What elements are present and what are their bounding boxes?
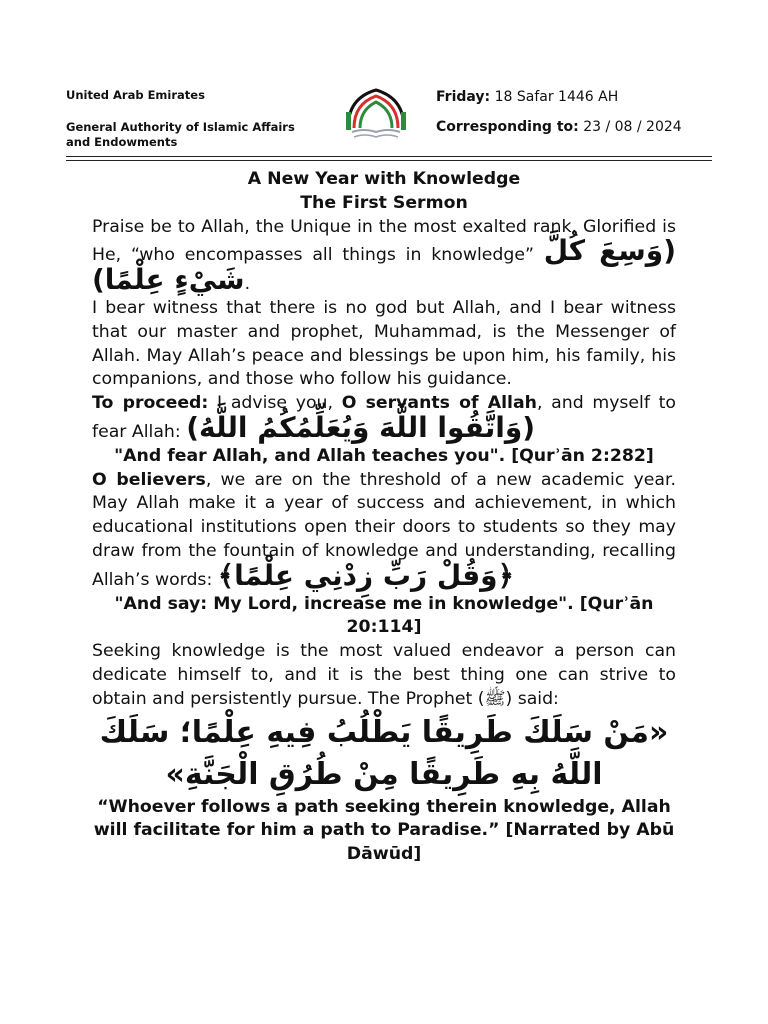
servants-of-allah: O servants of Allah (341, 393, 537, 414)
header-divider-bottom (66, 160, 712, 161)
advice-text-a: I advise you, (208, 393, 342, 414)
paragraph-advice (92, 392, 676, 445)
header-divider-top (66, 156, 712, 157)
hadith-translation: “Whoever follows a path seeking therein knowledge, Allah will facilitate for him a path to Paradise.” [Narrated by Abū Dāwūd] (93, 796, 675, 865)
hijri-date (436, 89, 618, 105)
paragraph-testimony: I bear witness that there is no god but Allah, and I bear witness that our master and prophet, Muhammad, is the Messenger of Allah. May Allah’s peace and blessings be upon him, his family, his companions, and those who follow his guidance. (92, 297, 676, 390)
sermon-title: A New Year with Knowledge (247, 169, 521, 189)
corresponding-label: Corresponding to: (436, 119, 579, 135)
corresponding-value: 23 / 08 / 2024 (583, 119, 682, 135)
paragraph-praise (92, 216, 676, 297)
day-label: Friday: (436, 89, 491, 105)
paragraph-believers (92, 469, 676, 593)
authority-name: General Authority of Islamic Affairs and Endowments (66, 120, 295, 149)
authority-logo (340, 84, 412, 142)
believers-label: O believers (92, 469, 206, 490)
quran-verse-2: (وَاتَّقُوا اللَّهَ وَيُعَلِّمُكُمُ اللَّهُ) (186, 410, 536, 444)
quran-verse-3: ﴿وَقُلْ رَبِّ زِدْنِي عِلْمًا﴾ (217, 558, 514, 592)
paragraph-praise-text: Praise be to Allah, the Unique in the most exalted rank. Glorified is He, “who encompasses all things in knowledge” (92, 216, 676, 266)
sermon-subtitle: The First Sermon (300, 192, 468, 213)
day-value: 18 Safar 1446 AH (494, 89, 619, 105)
advice-text-c: , and myself to fear Allah: (92, 393, 676, 442)
to-proceed-label: To proceed: (92, 393, 209, 414)
believers-text: , we are on the threshold of a new academic year. May Allah make it a year of success and achievement, in which educational institutions open their doors to students so they may draw from the fountain of knowledge and understanding, recalling Allah’s words: (92, 469, 676, 590)
translation-verse-2: "And fear Allah, and Allah teaches you". [Qurʾān 2:282] (114, 445, 654, 466)
paragraph-praise-end: . (244, 274, 251, 295)
country-name: United Arab Emirates (66, 88, 205, 102)
sermon-body (92, 168, 676, 867)
hadith-arabic: «مَنْ سَلَكَ طَرِيقًا يَطْلُبُ فِيهِ عِلْمًا؛ سَلَكَ اللَّهُ بِهِ طَرِيقًا مِنْ طُرُقِ الْجَنَّةِ» (99, 714, 669, 792)
gregorian-date (436, 119, 682, 135)
quran-verse-1: (وَسِعَ كُلَّ شَيْءٍ عِلْمًا) (92, 234, 677, 297)
translation-verse-3: "And say: My Lord, increase me in knowledge". [Qurʾān 20:114] (114, 593, 654, 638)
letterhead (0, 0, 768, 160)
paragraph-seeking-knowledge: Seeking knowledge is the most valued endeavor a person can dedicate himself to, and it is the best thing one can strive to obtain and persistently pursue. The Prophet (ﷺ) said: (92, 641, 676, 709)
